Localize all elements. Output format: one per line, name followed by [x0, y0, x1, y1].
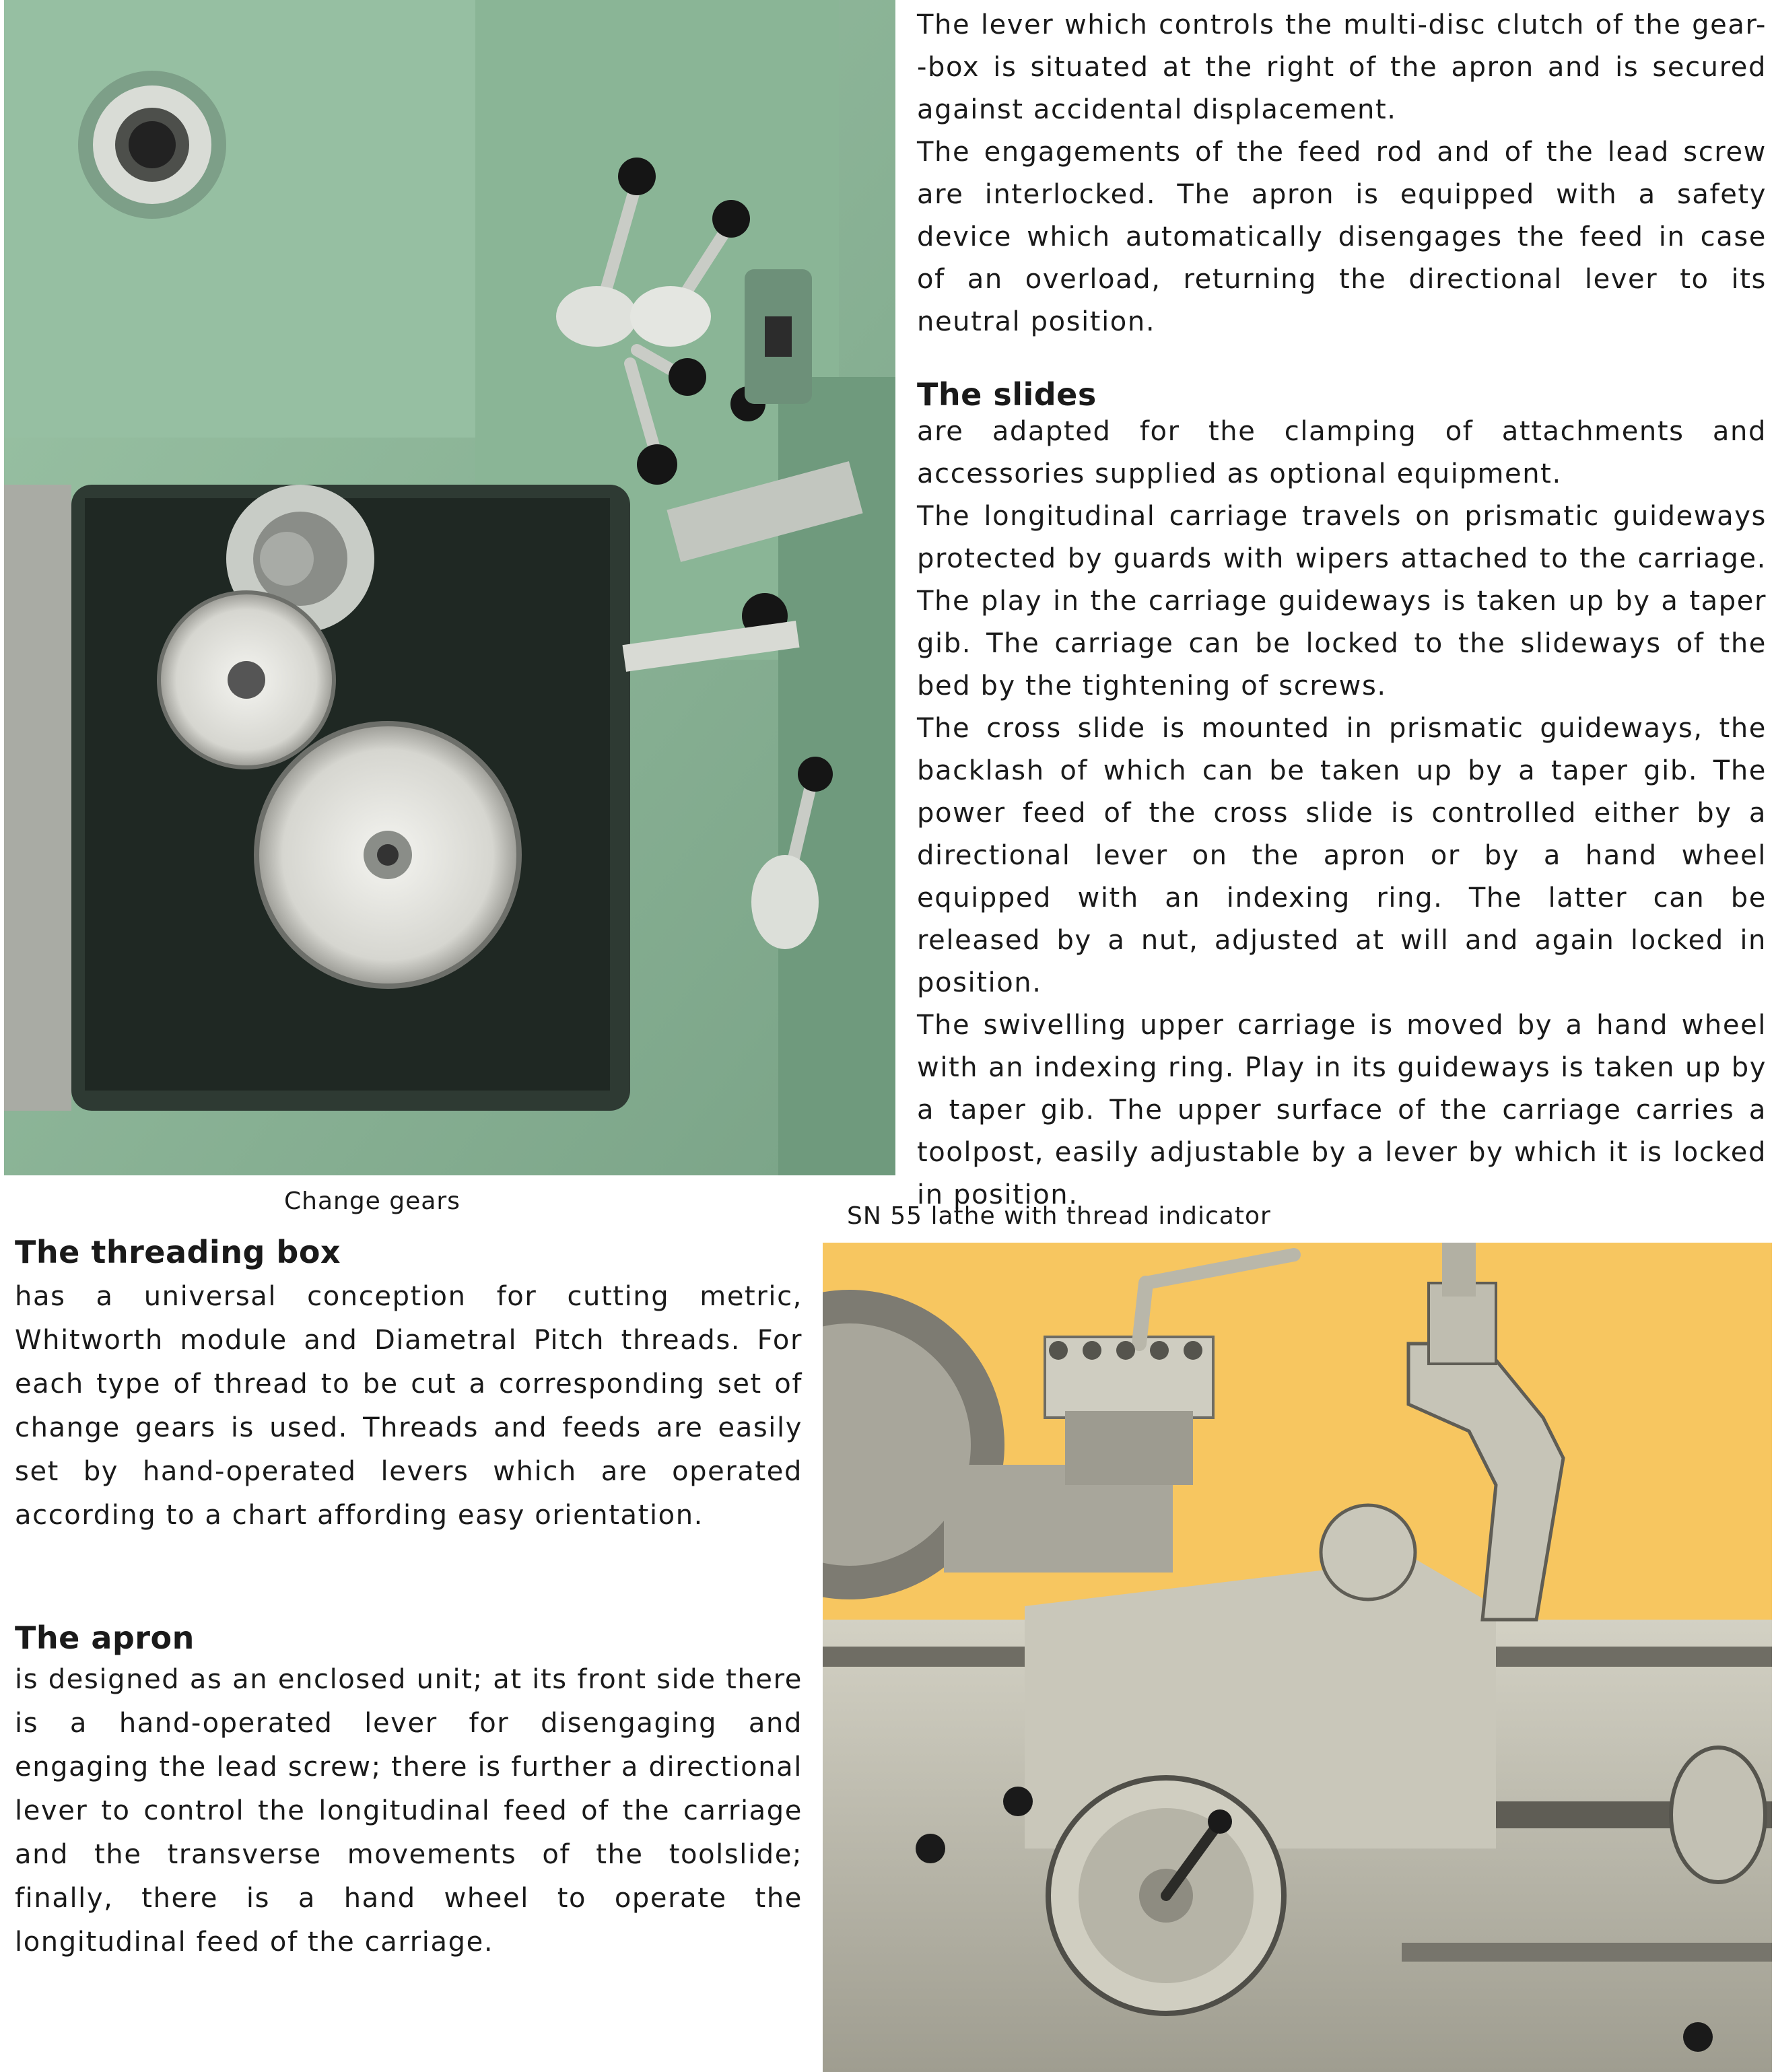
threading-box-heading: The threading box — [15, 1234, 341, 1270]
apron-body: is designed as an enclosed unit; at its front side there is a hand-operated lever for disengaging and engaging the lead screw; there is further a directional lever to control the longitudinal feed of the carriage and the transverse movements of the toolslide; finally, there is a hand wheel to operate the longitudinal feed of the carriage. — [15, 1664, 803, 1958]
threading-box-section — [15, 1233, 803, 1538]
right-column — [917, 4, 1767, 1216]
change-gears-illustration — [4, 0, 895, 1175]
lathe-caption: SN 55 lathe with thread indicator — [847, 1202, 1271, 1230]
apron-section — [15, 1619, 803, 1964]
slides-paragraph: are adapted for the clamping of attachments and accessories supplied as optional equipment. — [917, 416, 1767, 489]
cross-slide-paragraph: The cross slide is mounted in prismatic guideways, the backlash of which can be taken up by a taper gib. The power feed of the cross slide is controlled either by a directional lever on the apron or by a hand wheel equipped with an indexing ring. The latter can be released by a nut, adjusted at will and again locked in position. — [917, 713, 1767, 998]
clutch-lever-paragraph: The lever which controls the multi-disc clutch of the gear--box is situated at the right of the apron and is secured against accidental displacement. — [917, 9, 1767, 125]
slides-heading: The slides — [917, 376, 1097, 413]
longitudinal-carriage-paragraph: The longitudinal carriage travels on prismatic guideways protected by guards with wipers attached to the carriage. The play in the carriage guideways is taken up by a taper gib. The carriage can be locked to the slideways of the bed by the tightening of screws. — [917, 501, 1767, 701]
change-gears-caption: Change gears — [284, 1187, 460, 1215]
upper-carriage-paragraph: The swivelling upper carriage is moved by a hand wheel with an indexing ring. Play in its guideways is taken up by a taper gib. The upper surface of the carriage carries a toolpost, easily adjustable by a lever by which it is locked in position. — [917, 1010, 1767, 1210]
interlock-paragraph: The engagements of the feed rod and of the lead screw are interlocked. The apron is equipped with a safety device which automatically disengages the feed in case of an overload, returning the directional lever to its neutral position. — [917, 137, 1767, 337]
sn55-lathe-photo — [823, 1243, 1772, 2072]
threading-box-body: has a universal conception for cutting metric, Whitworth module and Diametral Pitch threads. For each type of thread to be cut a corresponding set of change gears is used. Threads and feeds are easily set by hand-operated levers which are operated according to a chart affording easy orientation. — [15, 1281, 803, 1531]
apron-heading: The apron — [15, 1620, 195, 1656]
change-gears-photo — [4, 0, 895, 1175]
sn55-lathe-illustration — [823, 1243, 1772, 2072]
